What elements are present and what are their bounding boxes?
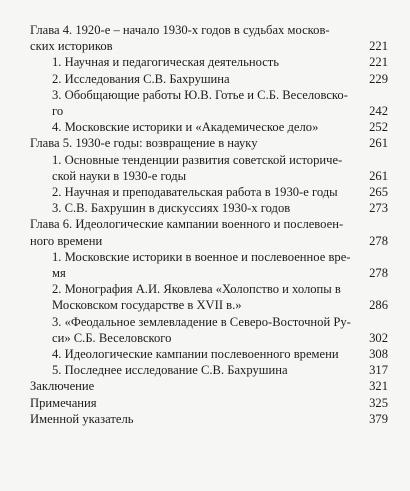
- toc-page-number: 252: [369, 120, 388, 135]
- toc-entry-text: 2. Исследования С.В. Бахрушина: [52, 71, 230, 86]
- toc-chapter: [30, 216, 388, 248]
- toc-entry-text: мя: [52, 266, 66, 281]
- toc-entry-text: 1. Основные тенденции развития советской историче-: [52, 152, 343, 167]
- toc-page-number: 261: [369, 168, 388, 183]
- toc-entry-text: си» С.Б. Веселовского: [52, 330, 172, 345]
- toc-section: [30, 119, 388, 135]
- toc-entry-text: 4. Идеологические кампании послевоенного времени: [52, 347, 339, 362]
- toc-entry-text: ской науки в 1930-е годы: [52, 168, 187, 183]
- toc-page-number: 308: [369, 347, 388, 362]
- toc-entry-text: 5. Последнее исследование С.В. Бахрушина: [52, 363, 288, 378]
- toc-section: [30, 362, 388, 378]
- toc-entry-text: 3. «Феодальное землевладение в Северо-Восточной Ру-: [52, 314, 351, 329]
- toc-section: [30, 152, 388, 184]
- toc-page-number: 286: [369, 298, 388, 313]
- toc-entry-text: Примечания: [30, 395, 97, 410]
- table-of-contents: [30, 22, 388, 427]
- toc-entry-text: ских историков: [30, 39, 113, 54]
- toc-chapter: [30, 378, 388, 394]
- toc-chapter: [30, 22, 388, 54]
- toc-section: [30, 184, 388, 200]
- toc-entry-text: 3. С.В. Бахрушин в дискуссиях 1930-х годов: [52, 201, 291, 216]
- toc-page-number: 261: [369, 136, 388, 151]
- toc-page-number: 302: [369, 330, 388, 345]
- toc-chapter: [30, 411, 388, 427]
- toc-entry-text: 3. Обобщающие работы Ю.В. Готье и С.Б. Веселовско-: [52, 87, 348, 102]
- toc-entry-text: 2. Научная и преподавательская работа в 1930-е годы: [52, 185, 338, 200]
- toc-page-number: 278: [369, 233, 388, 248]
- toc-entry-text: Глава 5. 1930-е годы: возвращение в науку: [30, 136, 258, 151]
- toc-section: [30, 54, 388, 70]
- toc-page-number: 325: [369, 395, 388, 410]
- toc-page-number: 242: [369, 104, 388, 119]
- toc-entry-text: 4. Московские историки и «Академическое дело»: [52, 120, 319, 135]
- toc-page-number: 278: [369, 266, 388, 281]
- toc-page-number: 265: [369, 185, 388, 200]
- toc-section: [30, 71, 388, 87]
- toc-entry-text: Глава 6. Идеологические кампании военного и послевоен-: [30, 217, 344, 232]
- toc-entry-text: Именной указатель: [30, 411, 134, 426]
- toc-entry-text: Заключение: [30, 379, 95, 394]
- toc-section: [30, 87, 388, 119]
- toc-page-number: 273: [369, 201, 388, 216]
- toc-entry-text: 1. Московские историки в военное и послевоенное вре-: [52, 249, 351, 264]
- toc-section: [30, 314, 388, 346]
- toc-page-number: 321: [369, 379, 388, 394]
- toc-section: [30, 281, 388, 313]
- toc-section: [30, 346, 388, 362]
- toc-entry-text: Московском государстве в XVII в.»: [52, 298, 242, 313]
- toc-page-number: 379: [369, 411, 388, 426]
- toc-section: [30, 249, 388, 281]
- toc-chapter: [30, 395, 388, 411]
- toc-page-number: 229: [369, 71, 388, 86]
- toc-page-number: 317: [369, 363, 388, 378]
- toc-page-number: 221: [369, 39, 388, 54]
- toc-section: [30, 200, 388, 216]
- toc-entry-text: Глава 4. 1920-е – начало 1930-х годов в судьбах москов-: [30, 23, 330, 37]
- toc-chapter: [30, 135, 388, 151]
- toc-page-number: 221: [369, 55, 388, 70]
- toc-entry-text: 1. Научная и педагогическая деятельность: [52, 55, 280, 70]
- toc-entry-text: го: [52, 104, 64, 119]
- toc-entry-text: ного времени: [30, 233, 103, 248]
- toc-entry-text: 2. Монография А.И. Яковлева «Холопство и холопы в: [52, 282, 341, 297]
